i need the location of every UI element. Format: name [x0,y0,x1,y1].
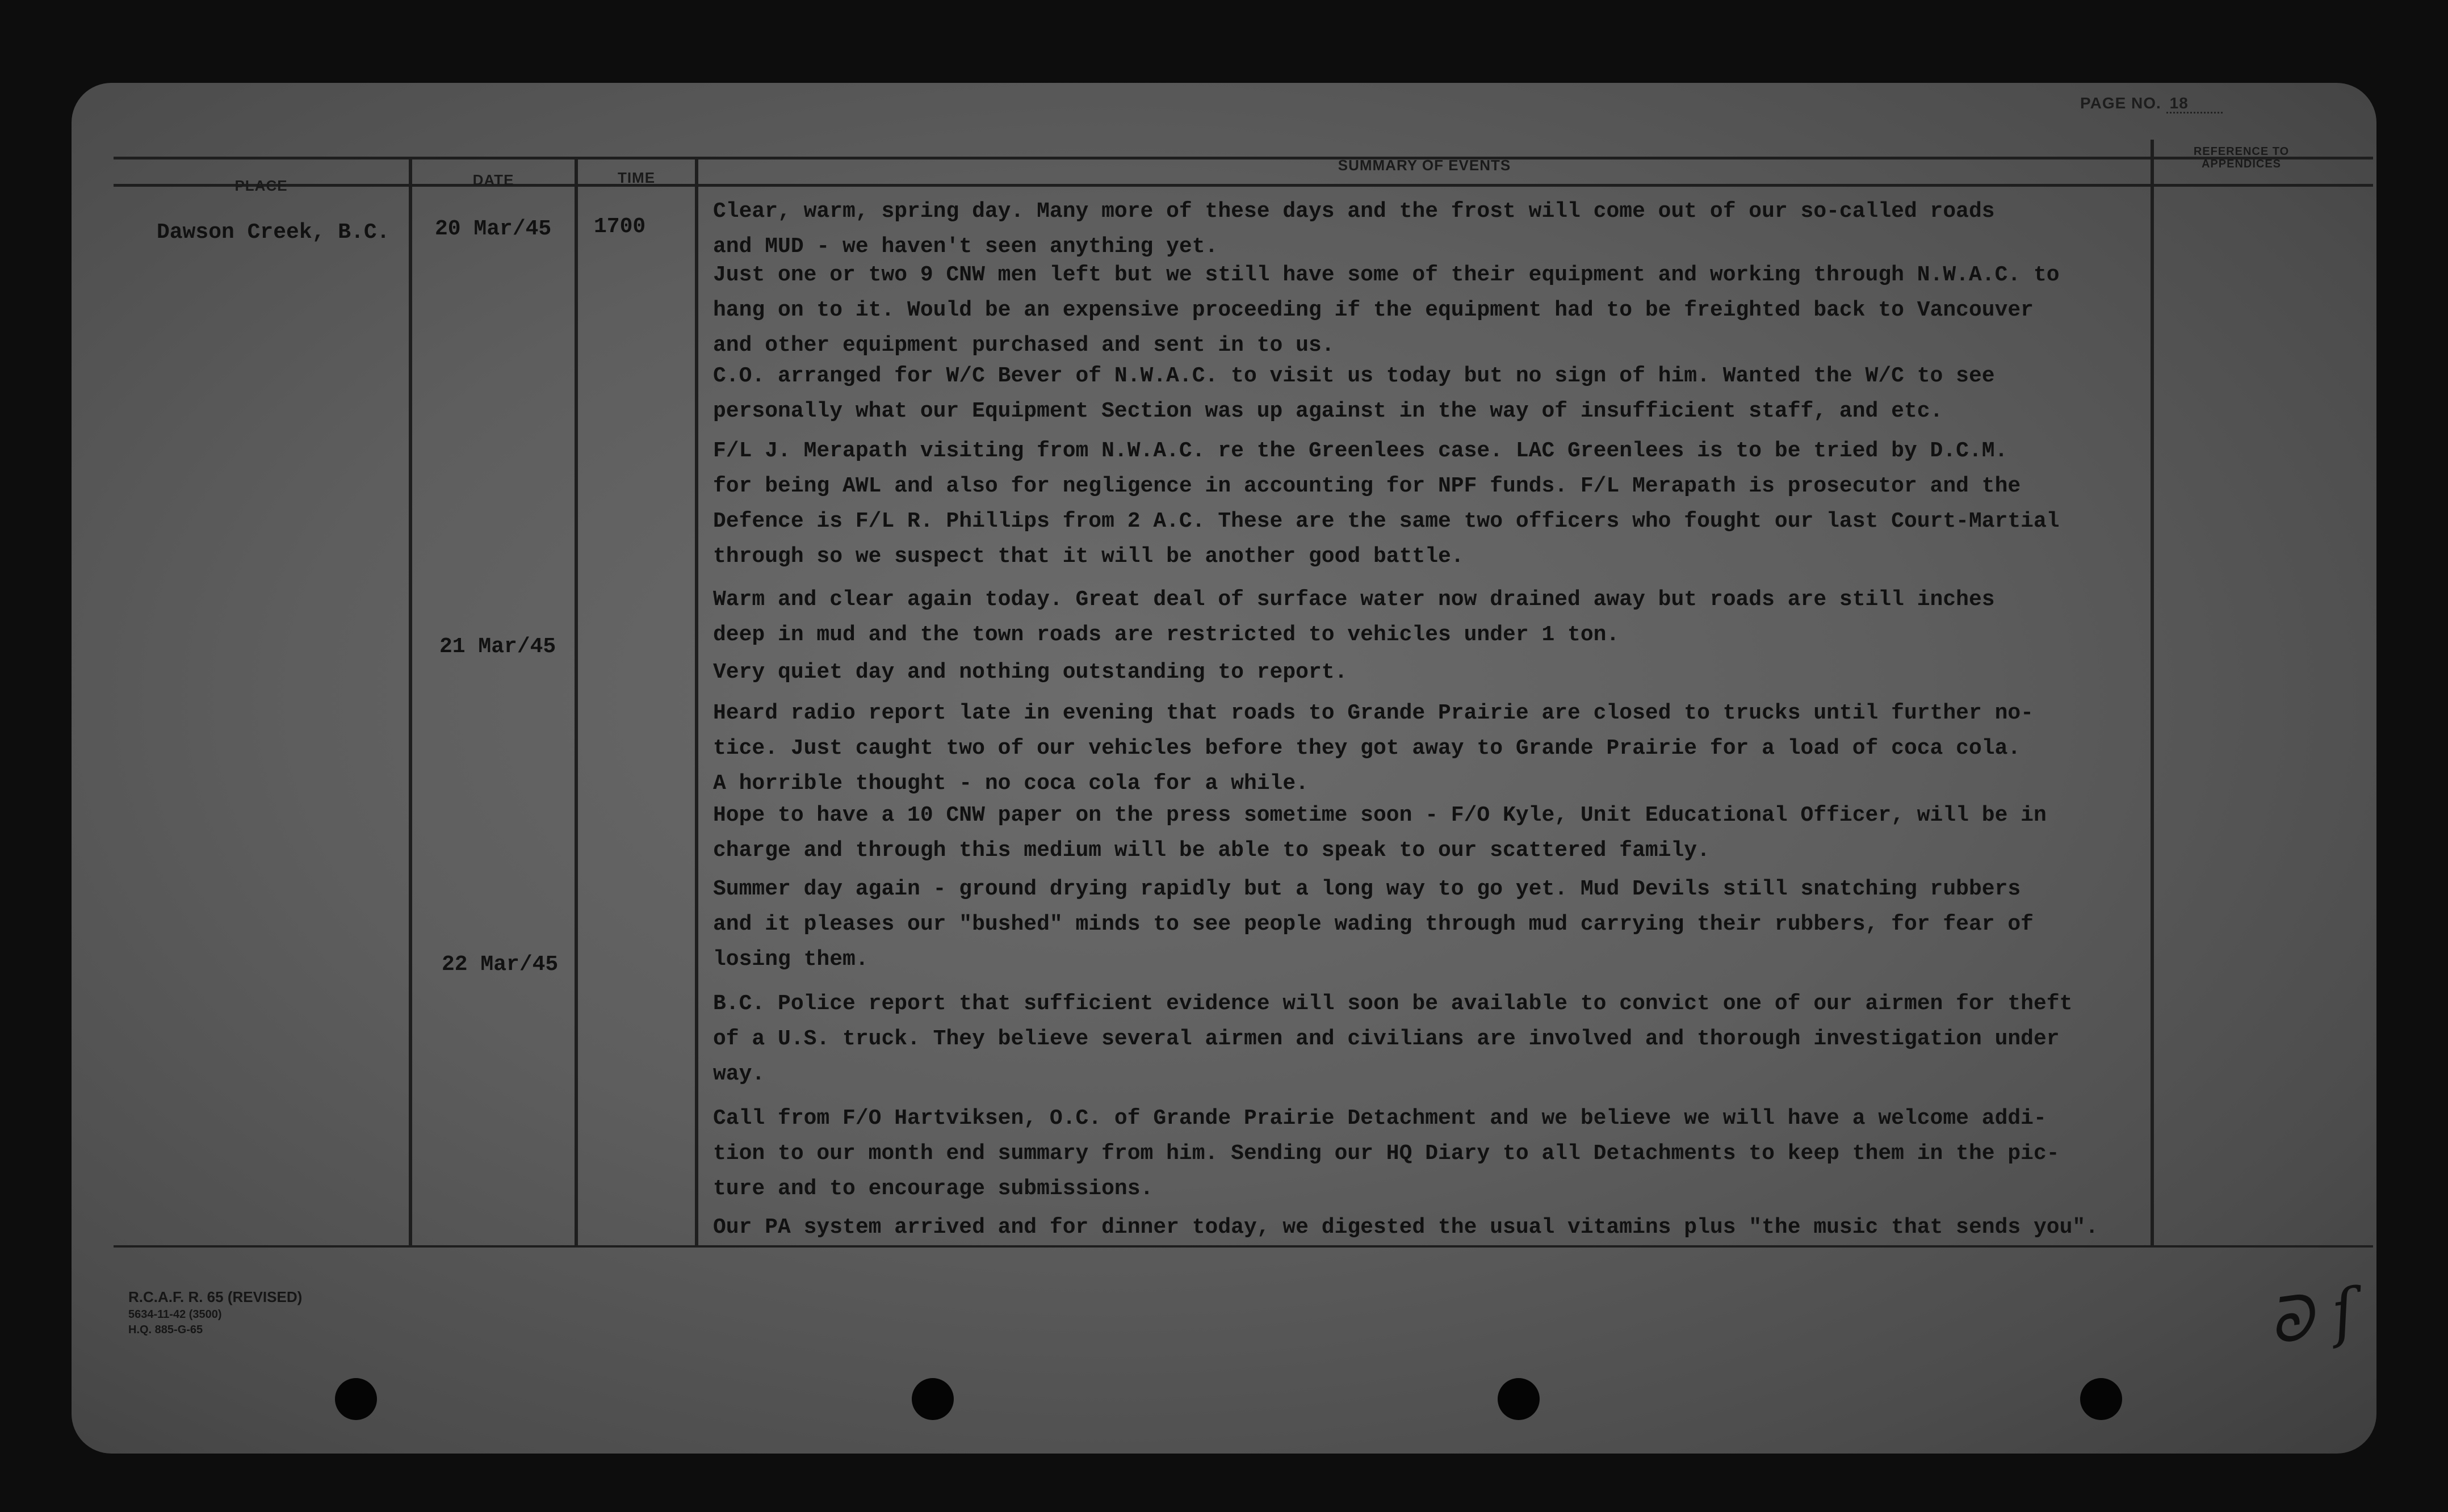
date-time-divider [575,158,578,1245]
summary-header: SUMMARY OF EVENTS [1338,157,1511,174]
form-number: R.C.A.F. R. 65 (REVISED) [128,1288,303,1305]
diary-entry: C.O. arranged for W/C Bever of N.W.A.C. to visit us today but no sign of him. Wanted the W/C to see personally what our Equipment Section was up against in the way of insufficient staff, and etc. [713,364,1995,423]
diary-entry: Summer day again - ground drying rapidly but a long way to go yet. Mud Devils still snatching rubbers and it pleases our "bushed" minds to see people wading through mud carrying their rubbers, for fear of losing them. [713,877,2034,972]
diary-entry: Hope to have a 10 CNW paper on the press sometime soon - F/O Kyle, Unit Educational Officer, will be in charge and through this medium will be able to speak to our scattered family. [713,803,2047,863]
form-hq-code: H.Q. 885-G-65 [128,1324,203,1336]
time-cell: 1700 [594,215,646,239]
diary-entry: Our PA system arrived and for dinner today, we digested the usual vitamins plus "the music that sends you". [713,1215,2098,1240]
reference-header: REFERENCE TO APPENDICES [2193,145,2290,170]
place-date-divider [409,158,412,1245]
diary-entry: Heard radio report late in evening that roads to Grande Prairie are closed to trucks until further no- tice. Just caught two of our vehicles before they got away to Grande Prairie for a load of coca cola. A horrible thought - no coca cola for a while. [713,701,2034,796]
place-header: PLACE [234,177,288,194]
diary-entry: Warm and clear again today. Great deal of surface water now drained away but roads are still inches deep in mud and the town roads are restricted to vehicles under 1 ton. [713,587,1995,647]
time-summary-divider [695,158,698,1245]
page-number-label: PAGE NO. [2080,94,2161,112]
binder-hole [335,1378,377,1420]
form-identifier [128,1288,302,1337]
table-bottom-rule [114,1245,2373,1248]
page-number-field [2080,94,2223,112]
diary-entry: F/L J. Merapath visiting from N.W.A.C. re the Greenlees case. LAC Greenlees is to be tried by D.C.M. for being AWL and also for negligence in accounting for NPF funds. F/L Merapath is prosecutor and the Defence is F/L R. Phillips from 2 A.C. These are the same two officers who fought our last Court-Martial through so we suspect that it will be another good battle. [713,439,2060,569]
diary-entry: Clear, warm, spring day. Many more of these days and the frost will come out of our so-called roads and MUD - we haven't seen anything yet. [713,199,1995,259]
binder-hole [912,1378,954,1420]
handwritten-initials: ᘐ ſ [2263,1274,2361,1359]
date-cell-2: 21 Mar/45 [439,635,556,659]
diary-entry: B.C. Police report that sufficient evidence will soon be available to convict one of our airmen for theft of a U.S. truck. They believe several airmen and civilians are involved and thorough investigation under way. [713,992,2073,1086]
place-cell: Dawson Creek, B.C. [157,220,390,245]
page-number-value: 18 [2166,94,2223,114]
binder-hole [1498,1378,1540,1420]
binder-hole [2080,1378,2122,1420]
diary-entry: Just one or two 9 CNW men left but we still have some of their equipment and working through N.W.A.C. to hang on to it. Would be an expensive proceeding if the equipment had to be freighted back to Vancouver and other equipment purchased and sent in to us. [713,263,2060,358]
diary-entry: Very quiet day and nothing outstanding to report. [713,660,1348,684]
diary-sheet [72,83,2376,1454]
form-print-code: 5634-11-42 (3500) [128,1308,222,1321]
date-cell-3: 22 Mar/45 [442,952,559,977]
date-header: DATE [472,171,514,188]
diary-entry: Call from F/O Hartviksen, O.C. of Grande Prairie Detachment and we believe we will have a welcome addi- tion to our month end summary from him. Sending our HQ Diary to all Detachments to keep them in the pic- ture and to encourage submissions. [713,1106,2060,1201]
date-cell-1: 20 Mar/45 [435,217,552,241]
time-header: TIME [617,169,656,186]
